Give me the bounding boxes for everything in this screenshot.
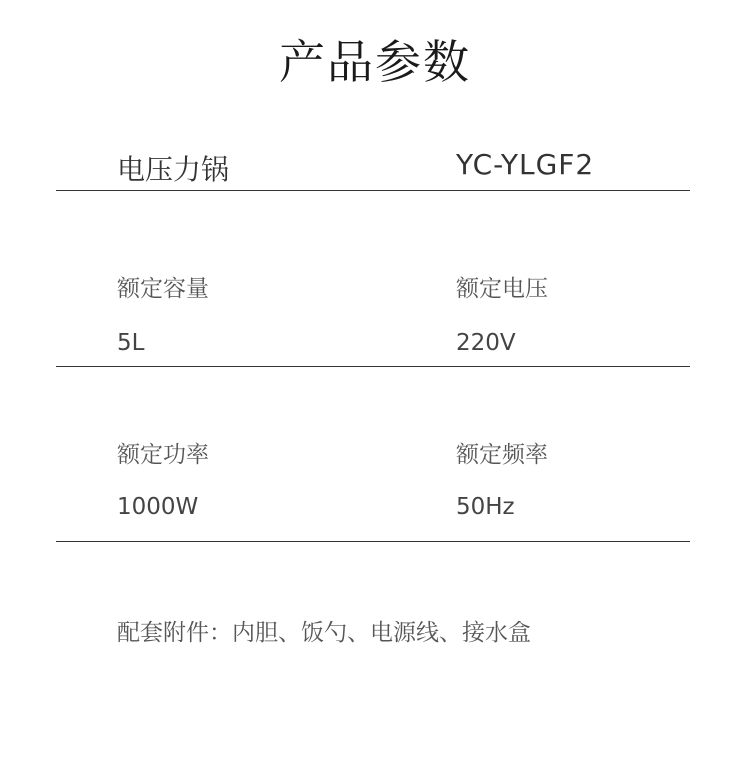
spec-value-power: 1000W <box>117 494 199 520</box>
spec-value-frequency: 50Hz <box>456 494 515 520</box>
spec-label-frequency: 额定频率 <box>456 442 548 468</box>
spec-label-capacity: 额定容量 <box>117 276 209 302</box>
product-model: YC-YLGF2 <box>456 148 595 181</box>
spec-label-power: 额定功率 <box>117 442 209 468</box>
accessories-text: 配套附件：内胆、饭勺、电源线、接水盒 <box>117 620 531 646</box>
product-name: 电压力锅 <box>117 153 230 186</box>
spec-label-voltage: 额定电压 <box>456 276 548 302</box>
spec-value-capacity: 5L <box>117 330 145 356</box>
spec-value-voltage: 220V <box>456 330 516 356</box>
spec-block-power-frequency <box>56 433 690 542</box>
page-title: 产品参数 <box>279 35 471 89</box>
spec-block-capacity-voltage <box>56 270 690 367</box>
product-row <box>56 140 690 191</box>
